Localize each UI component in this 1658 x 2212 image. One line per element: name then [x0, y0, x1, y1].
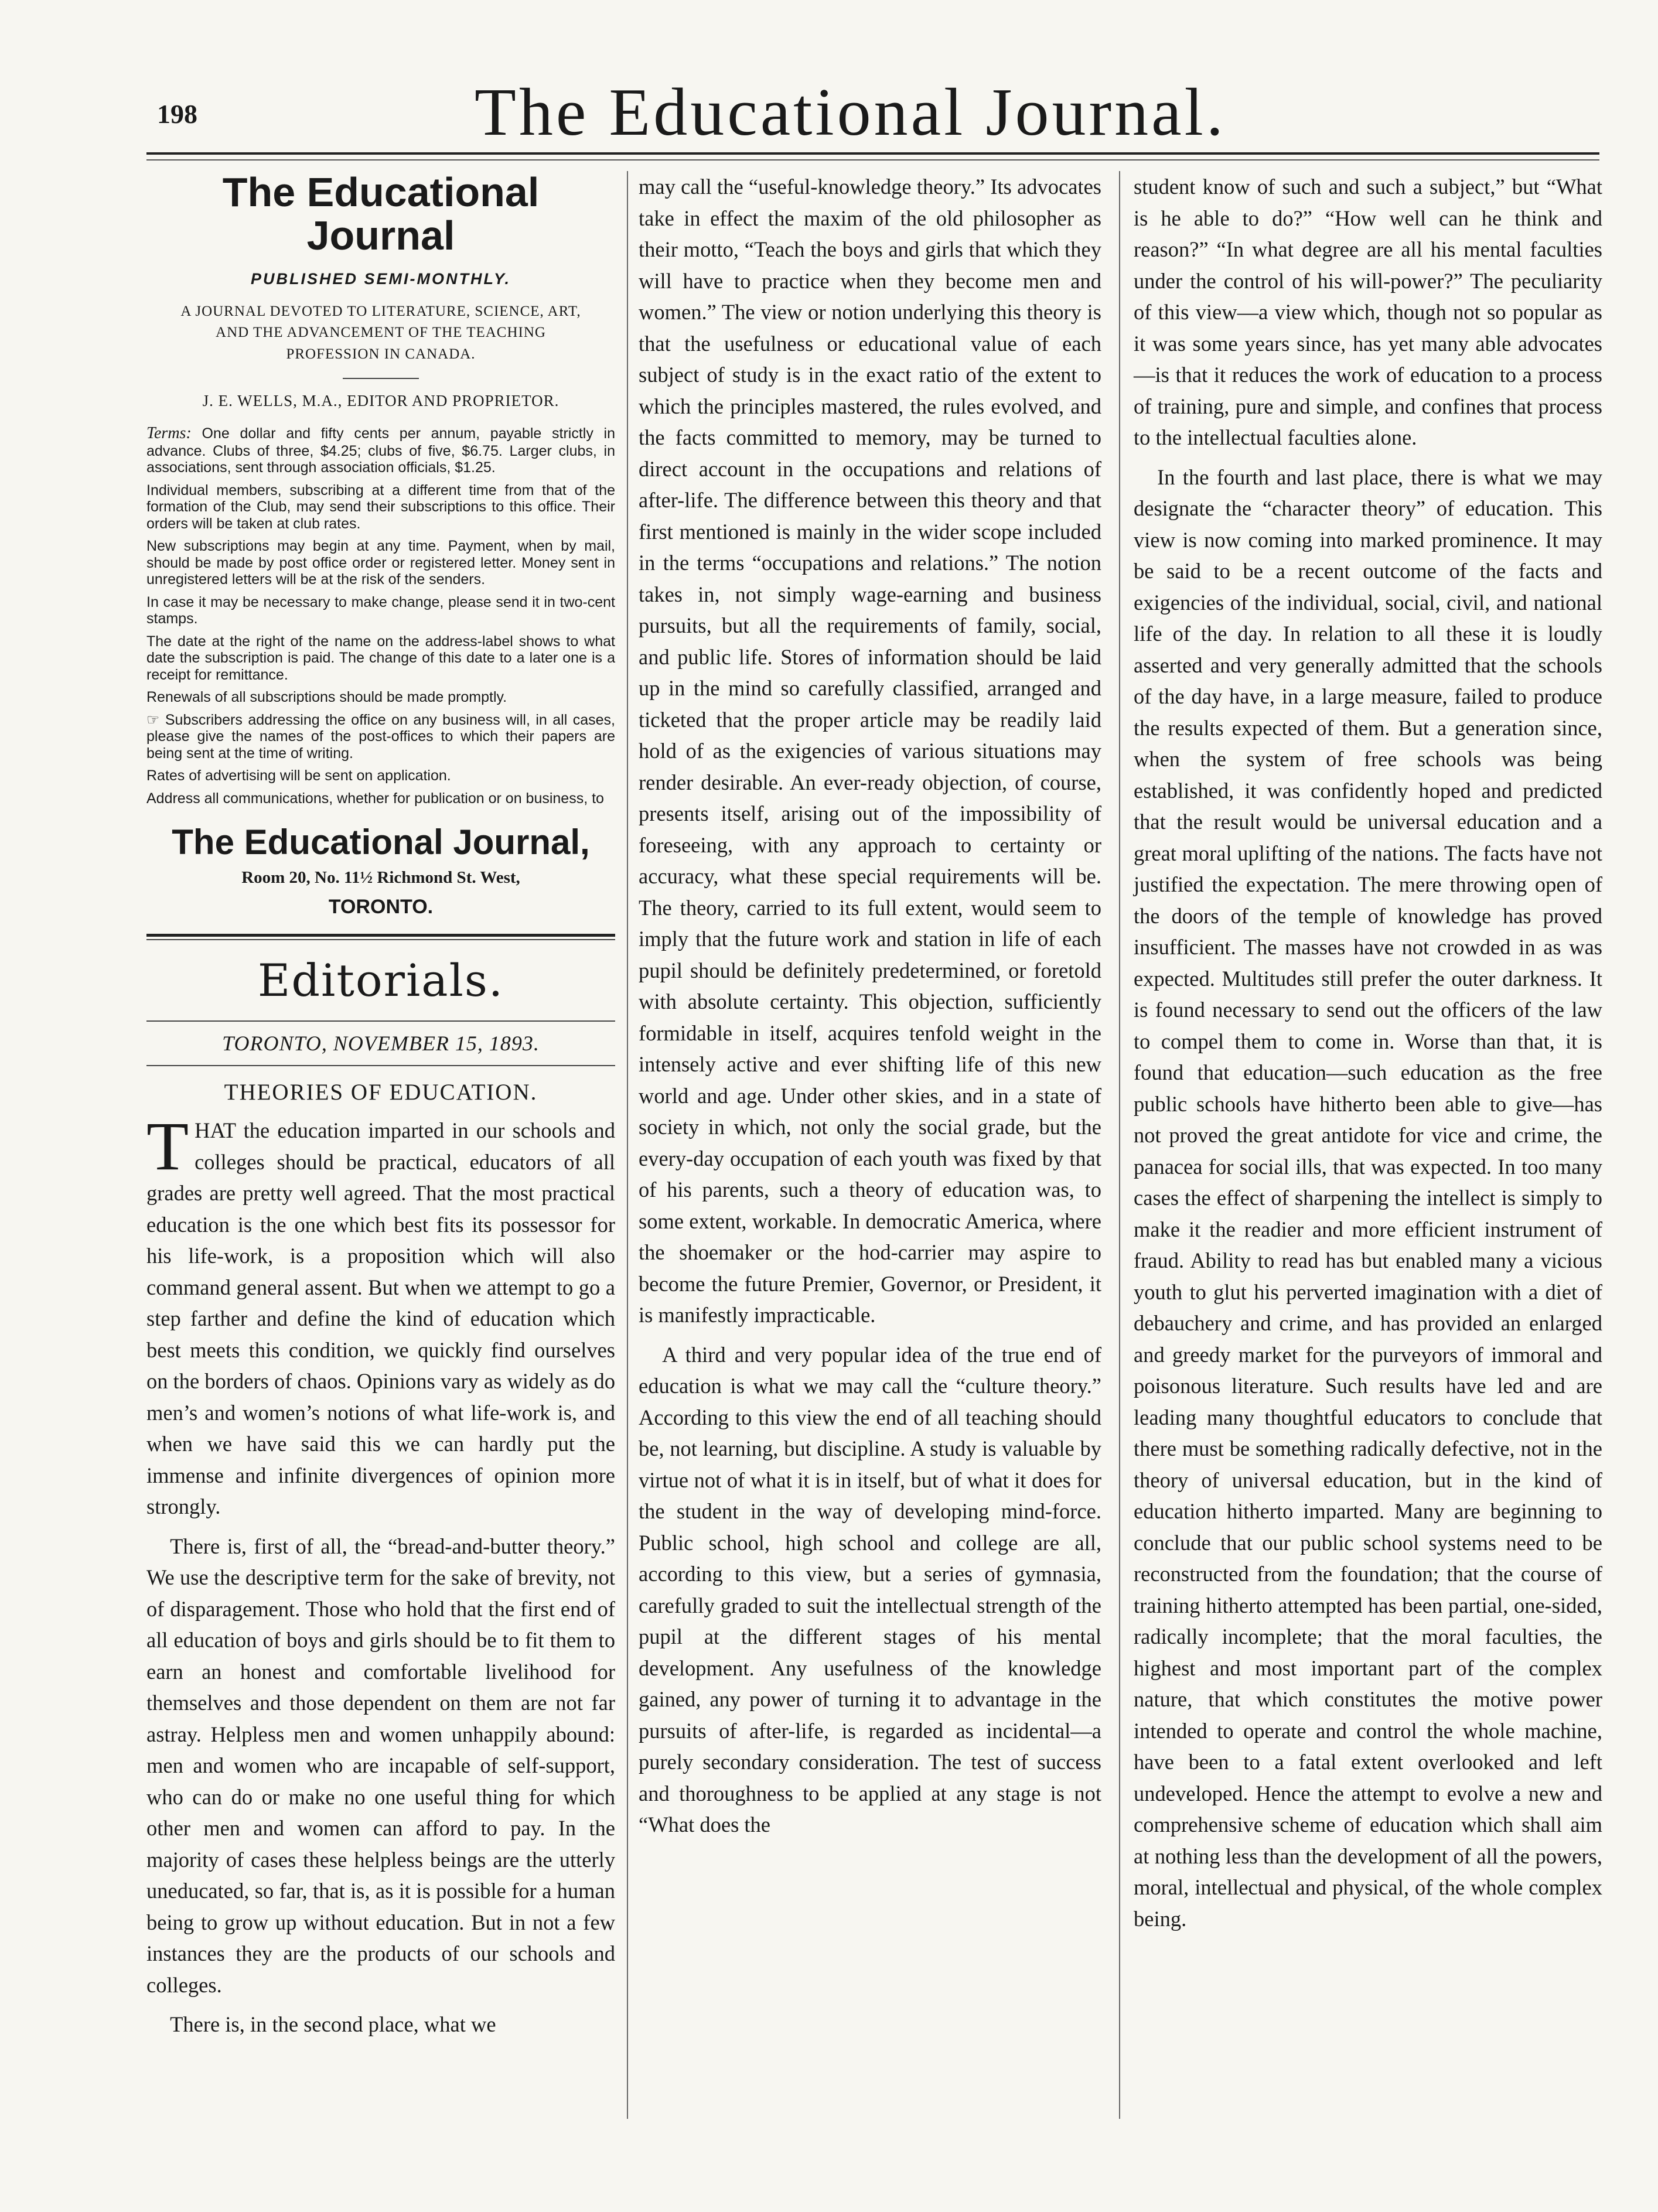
paragraph: student know of such and such a subject,” but “What is he able to do?” “How well can he think and reason?” “In what degree are all his mental faculties under the control of his will-power?” The peculiarity of this view—a view which, though not so popular as it was some years since, has yet many able advocates—is that it reduces the work of education to a process of training, pure and simple, and confines that process to the intellectual faculties alone. — [1134, 175, 1602, 449]
editor-line: J. E. WELLS, M.A., EDITOR AND PROPRIETOR. — [202, 391, 560, 409]
paragraph: A third and very popular idea of the true end of education is what we may call the “culture theory.” According to this view the end of all teaching should be, not learning, but discipline. A study is valuable by virtue not of what it is in itself, but of what it does for the student in the way of developing mind-force. Public school, high school and college are all, according to this view, but a series of gymnasia, carefully graded to suit the intellectual strength of the pupil at the different stages of his mental development. Any usefulness of the knowledge gained, any power of turning it to advantage in the pursuits of after-life, is regarded as incidental—a purely secondary consideration. The test of success and thoroughness to be applied at any stage is not “What does the — [639, 1342, 1101, 1836]
column-1 — [146, 171, 615, 2040]
column-divider — [627, 171, 628, 2119]
section-rule-thin — [146, 939, 615, 940]
paragraph: There is, first of all, the “bread-and-butter theory.” We use the descriptive term for the sake of brevity, not of disparagement. Those who hold that the first end of all education of boys and girls should be to fit them to earn an honest and comfortable livelihood for themselves and those dependent on them are not far astray. Helpless men and women unhappily abound: men and women who are incapable of self-support, who can do or make no one useful thing for which other men and women can afford to pay. In the majority of cases these helpless beings are the utterly uneducated, so far, that is, as it is possible for a human being to grow up without education. But in not a few instances they are the products of our schools and colleges. — [146, 1534, 615, 1997]
column-3 — [1134, 171, 1602, 1934]
dateline-rule-bottom — [146, 1065, 615, 1066]
dateline-rule-top — [146, 1020, 615, 1022]
paragraph-text: HAT the education imparted in our schools and colleges should be practical, educators of all grades are pretty well agreed. That the most practical education is the one which best fits its possessor for his life-work, is a proposition which will also command general assent. But when we attempt to go a step farther and define the kind of education which best meets this condition, we quickly find ourselves on the borders of chaos. Opinions vary as widely as do men’s and women’s notions of what life-work is, and when we have said this we can hardly put the immense and infinite divergences of opinion more strongly. — [146, 1118, 615, 1519]
article-title: THEORIES OF EDUCATION. — [224, 1080, 538, 1105]
section-rule — [146, 934, 615, 937]
notice: In case it may be necessary to make change, please send it in two-cent stamps. — [146, 593, 615, 627]
dateline: TORONTO, NOVEMBER 15, 1893. — [222, 1032, 540, 1056]
notice: ☞ Subscribers addressing the office on any business will, in all cases, please give the names of the post-offices to which their papers are being sent at the time of writing. — [146, 711, 615, 762]
notice: Address all communications, whether for publication or on business, to — [146, 790, 604, 807]
divider — [343, 378, 419, 379]
address-title: The Educational Journal, — [172, 822, 590, 862]
subscription-terms — [146, 424, 615, 807]
article-body-col2 — [639, 171, 1101, 1841]
article-body-col3 — [1134, 171, 1602, 1934]
journal-description: A JOURNAL DEVOTED TO LITERATURE, SCIENCE, ART, AND THE ADVANCEMENT OF THE TEACHING PROFESSION IN CANADA. — [180, 303, 581, 362]
terms-paragraph — [146, 424, 615, 476]
address-line: Room 20, No. 11½ Richmond St. West, — [241, 868, 520, 887]
article-body-col1 — [146, 1108, 615, 2040]
journal-subtitle: PUBLISHED SEMI-MONTHLY. — [250, 270, 511, 288]
running-head — [146, 70, 1599, 152]
masthead-title: The Educational Journal. — [475, 75, 1226, 150]
drop-cap: T — [146, 1108, 189, 1185]
notice: The date at the right of the name on the address-label shows to what date the subscription is paid. The change of this date to a later one is a receipt for remittance. — [146, 633, 615, 683]
notice: Renewals of all subscriptions should be made promptly. — [146, 689, 507, 706]
journal-title: The Educational Journal — [222, 169, 540, 258]
column-2 — [639, 171, 1101, 1841]
notice: New subscriptions may begin at any time. Payment, when by mail, should be made by post office order or registered letter. Money sent in unregistered letters will be at the risk of the senders. — [146, 538, 615, 588]
terms-body: One dollar and fifty cents per annum, payable strictly in advance. Clubs of three, $4.25; clubs of five, $6.75. Larger clubs, in associations, sent through association officials, $1.25. — [146, 425, 615, 476]
paragraph — [146, 1108, 615, 1523]
paragraph: There is, in the second place, what we — [170, 2012, 496, 2037]
header-rule-thin — [146, 159, 1599, 161]
column-divider — [1119, 171, 1120, 2119]
notice: Rates of advertising will be sent on application. — [146, 767, 451, 784]
notice: Individual members, subscribing at a different time from that of the formation of the Club, may send their subscriptions to this office. Their orders will be taken at club rates. — [146, 482, 615, 532]
paragraph: In the fourth and last place, there is what we may designate the “character theory” of education. This view is now coming into marked prominence. It may be said to be a recent outcome of the facts and exigencies of the individual, social, civil, and national life of the day. In relation to all these it is loudly asserted and very generally admitted that the schools of the day have, in a large measure, failed to produce the results expected of them. But a generation since, when the system of free schools was being established, it was confidently hoped and predicted that the result would be universal education and a great moral uplifting of the nations. The facts have not justified the expectation. The mere throwing open of the doors of the temple of knowledge has proved insufficient. The masses have not crowded in as was expected. Multitudes still prefer the outer darkness. It is found necessary to send out the officers of the law to compel them to come in. Worse than that, it is found that education—such education as the free public schools have hitherto been able to give—has not proved the great antidote for vice and crime, the panacea for social ills, that was expected. In too many cases the effect of sharpening the intellect is simply to make it the readier and more efficient instrument of fraud. Ability to read has but enabled many a vicious youth to glut his perverted imagination with a diet of debauchery and crime, and has provided an enlarged and greedy market for the purveyors of immoral and poisonous literature. Such results have led and are leading many thoughtful educators to conclude that there must be something radically defective, not in the theory of universal education, but in the kind of education hitherto imparted. Many are beginning to conclude that our public school systems need to be reconstructed from the foundation; that the course of training hitherto attempted has been partial, one-sided, radically incomplete; that the moral faculties, the highest and most important part of the complex nature, that which constitutes the motive power intended to operate and control the whole machine, have been to a fatal extent overlooked and left undeveloped. Hence the attempt to evolve a new and comprehensive scheme of education which shall aim at nothing less than the development of all the powers, moral, intellectual and physical, of the whole complex being. — [1134, 465, 1602, 1931]
paragraph: may call the “useful-knowledge theory.” Its advocates take in effect the maxim of the old philosopher as their motto, “Teach the boys and girls that which they will have to practice when they become men and women.” The view or notion underlying this theory is that the usefulness or educational value of each subject of study is in the exact ratio of the extent to which the principles mastered, the rules evolved, and the facts committed to memory, may be turned to direct account in the occupations and relations of after-life. The difference between this theory and that first mentioned is mainly in the wider scope included in the terms “occupations and relations.” The notion takes in, not simply wage-earning and business pursuits, but all the requirements of family, social, and public life. Stores of information should be laid up in the mind so carefully classified, arranged and ticketed that the proper article may be readily laid hold of as the exigencies of various situations may render desirable. An ever-ready objection, of course, presents itself, arising out of the impossibility of foreseeing, with any approach to certainty or accuracy, what these special requirements will be. The theory, carried to its full extent, would seem to imply that the future work and station in life of each pupil should be definitely predetermined, or foretold with absolute certainty. This objection, sufficiently formidable in itself, acquires tenfold weight in the intensely active and ever shifting life of this new world and age. Under other skies, and in a state of society in which, not only the social grade, but the every-day occupation of each youth was fixed by that of his parents, such a theory of education was, to some extent, workable. In democratic America, where the shoemaker or the hod-carrier may aspire to become the future Premier, Governor, or President, it is manifestly impracticable. — [639, 175, 1101, 1327]
page-number: 198 — [157, 99, 197, 129]
section-heading: Editorials. — [257, 954, 504, 1007]
terms-lead: Terms: — [146, 424, 192, 442]
address-city: TORONTO. — [328, 896, 434, 919]
header-rule — [146, 152, 1599, 155]
